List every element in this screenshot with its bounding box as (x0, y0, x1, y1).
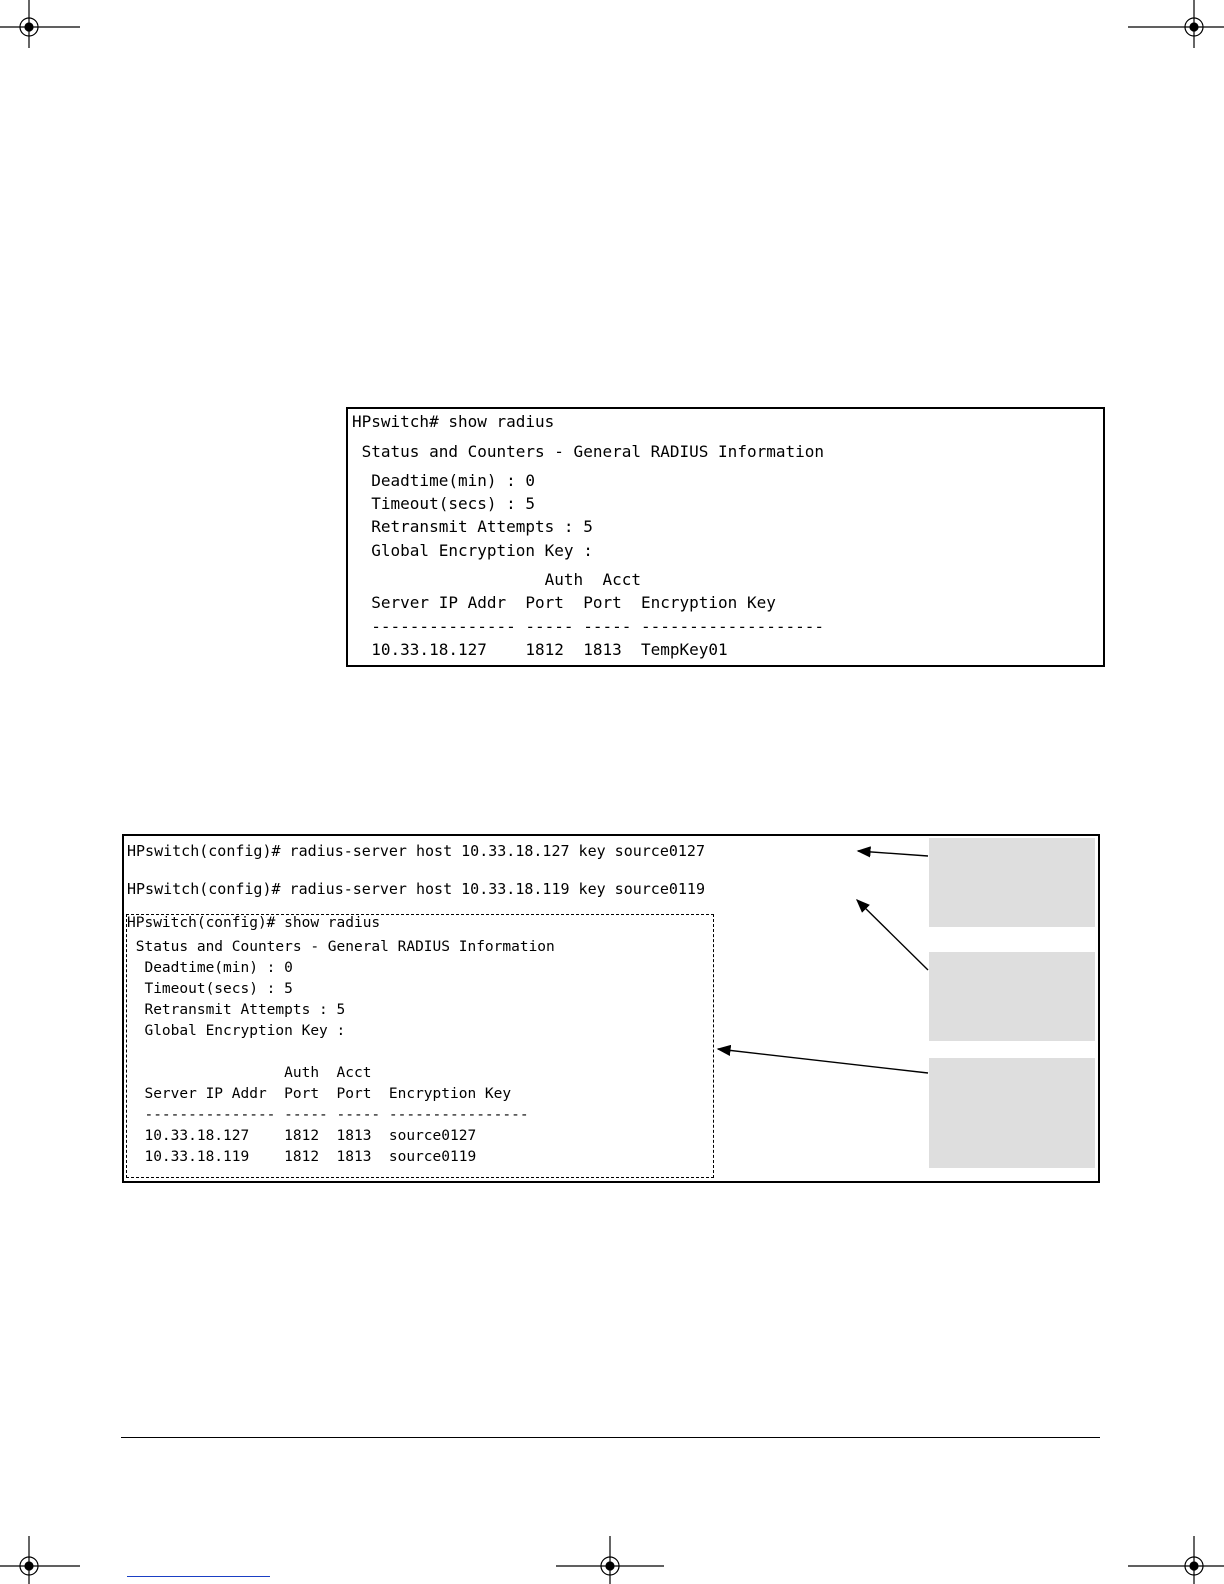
terminal-line: Deadtime(min) : 0 (352, 471, 536, 490)
terminal-line: 10.33.18.127 1812 1813 source0127 (127, 1128, 477, 1144)
callout-arrow (858, 851, 928, 856)
terminal-line: Global Encryption Key : (352, 541, 593, 560)
terminal-line: Timeout(secs) : 5 (352, 494, 536, 513)
callout-arrow (857, 900, 928, 970)
footer-rule (121, 1437, 1100, 1438)
terminal-line: 10.33.18.119 1812 1813 source0119 (127, 1149, 477, 1165)
command-line: HPswitch(config)# radius-server host 10.33.18.127 key source0127 (127, 842, 705, 860)
terminal-line: Global Encryption Key : (127, 1023, 346, 1039)
terminal-line: 10.33.18.127 1812 1813 TempKey01 (352, 640, 728, 659)
terminal-line: Server IP Addr Port Port Encryption Key (352, 593, 776, 612)
terminal-line: Status and Counters - General RADIUS Information (352, 442, 825, 461)
terminal-line: Status and Counters - General RADIUS Information (127, 939, 555, 955)
terminal-line: HPswitch(config)# show radius (127, 915, 381, 931)
terminal-line: Timeout(secs) : 5 (127, 981, 293, 997)
terminal-line: Server IP Addr Port Port Encryption Key (127, 1086, 512, 1102)
terminal-line: Deadtime(min) : 0 (127, 960, 293, 976)
terminal-line: Retransmit Attempts : 5 (352, 517, 593, 536)
command-line: HPswitch(config)# radius-server host 10.33.18.119 key source0119 (127, 880, 705, 898)
terminal-line: HPswitch# show radius (352, 412, 555, 431)
footer-link-underline (127, 1576, 270, 1577)
terminal-line: Auth Acct (127, 1065, 372, 1081)
terminal-line: Auth Acct (352, 570, 641, 589)
terminal-line: --------------- ----- ----- ---------------- (127, 1107, 529, 1123)
terminal-line: Retransmit Attempts : 5 (127, 1002, 346, 1018)
terminal-line: --------------- ----- ----- ------------------- (352, 617, 825, 636)
callout-arrow (718, 1049, 928, 1073)
